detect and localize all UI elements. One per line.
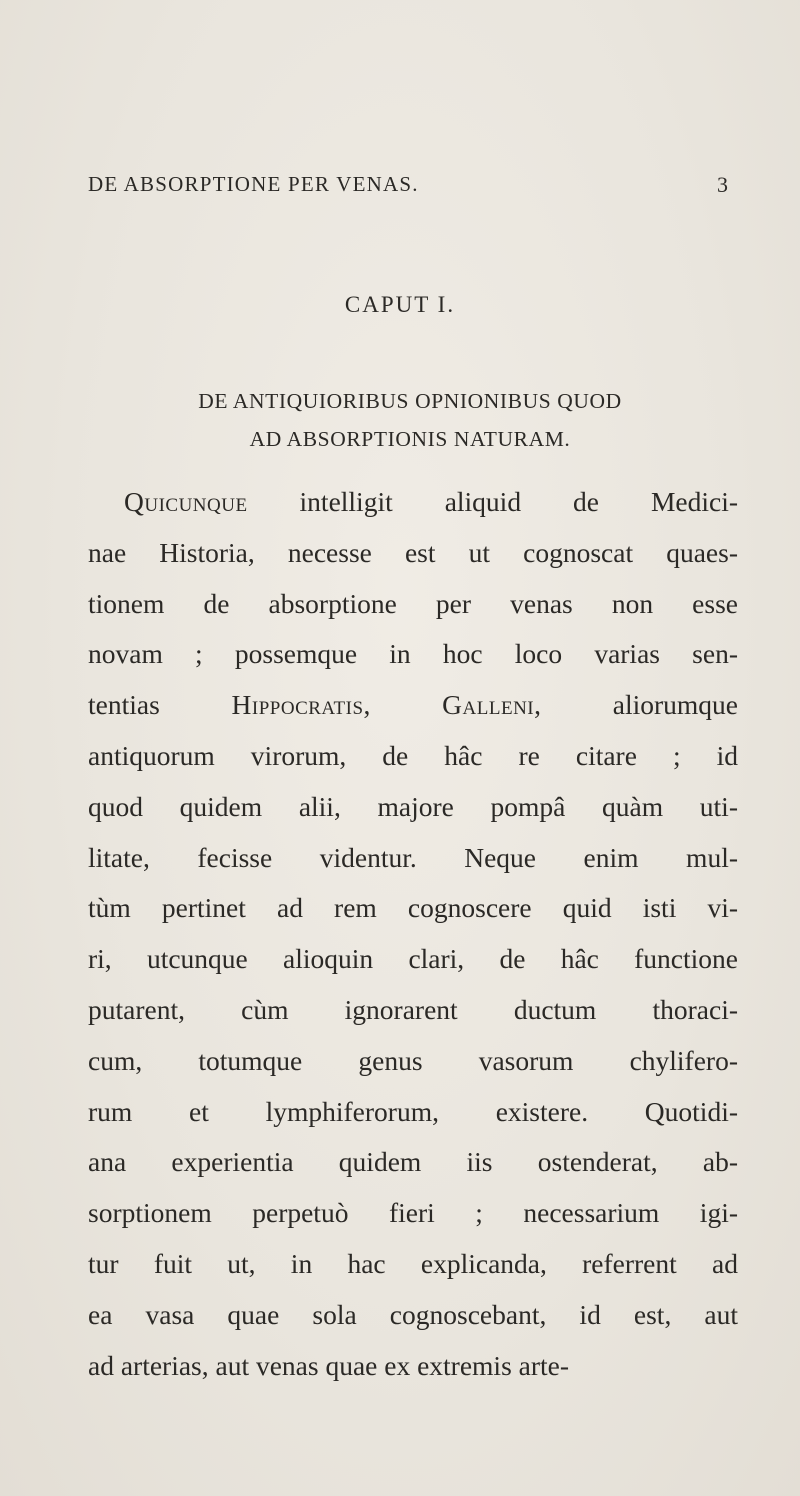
running-head [88, 172, 728, 202]
body-paragraph [88, 477, 738, 1391]
text-line-2: nae Historia, necesse est ut cognoscat quaes- [88, 536, 738, 568]
text-line-4: novam ; possemque in hoc loco varias sen- [88, 638, 738, 670]
text-line-15: sorptionem perpetuò fieri ; necessarium igi- [88, 1197, 738, 1229]
text-line-3: tionem de absorptione per venas non esse [88, 587, 738, 619]
name-hippocratis: Hippocratis [231, 689, 364, 721]
text-line-9: tùm pertinet ad rem cognoscere quid isti vi- [88, 892, 738, 924]
line-5-start: tentias [88, 689, 232, 721]
line-1-rest: intelligit aliquid de Medici- [247, 486, 738, 517]
name-galleni: Galleni [442, 689, 535, 721]
text-line-18: ad arterias, aut venas quae ex extremis arte- [88, 1349, 570, 1381]
line-5-end: , aliorumque [534, 689, 738, 721]
heading-line-2: AD ABSORPTIONIS NATURAM. [249, 427, 571, 451]
text-line-6: antiquorum virorum, de hâc re citare ; id [88, 739, 738, 771]
text-line-17: ea vasa quae sola cognoscebant, id est, aut [88, 1298, 738, 1330]
text-line-16: tur fuit ut, in hac explicanda, referrent ad [88, 1247, 738, 1279]
text-line-11: putarent, cùm ignorarent ductum thoraci- [88, 993, 738, 1025]
first-word: Quicunque [124, 486, 248, 517]
text-line-8: litate, fecisse videntur. Neque enim mul- [88, 841, 738, 873]
text-line-14: ana experientia quidem iis ostenderat, ab- [88, 1146, 738, 1178]
heading-line-1: DE ANTIQUIORIBUS OPNIONIBUS QUOD [198, 389, 622, 413]
page-number: 3 [717, 172, 728, 197]
text-line-13: rum et lymphiferorum, existere. Quotidi- [88, 1095, 738, 1127]
chapter-title: CAPUT I. [344, 292, 456, 317]
line-5-mid: , [363, 689, 443, 721]
chapter-heading [80, 382, 740, 458]
text-line-12: cum, totumque genus vasorum chylifero- [88, 1044, 738, 1076]
text-line-5 [88, 680, 738, 731]
text-line-1 [88, 477, 738, 528]
text-line-7: quod quidem alii, majore pompâ quàm uti- [88, 790, 738, 822]
text-line-10: ri, utcunque alioquin clari, de hâc functione [88, 943, 738, 975]
running-title: DE ABSORPTIONE PER VENAS. [88, 172, 419, 196]
